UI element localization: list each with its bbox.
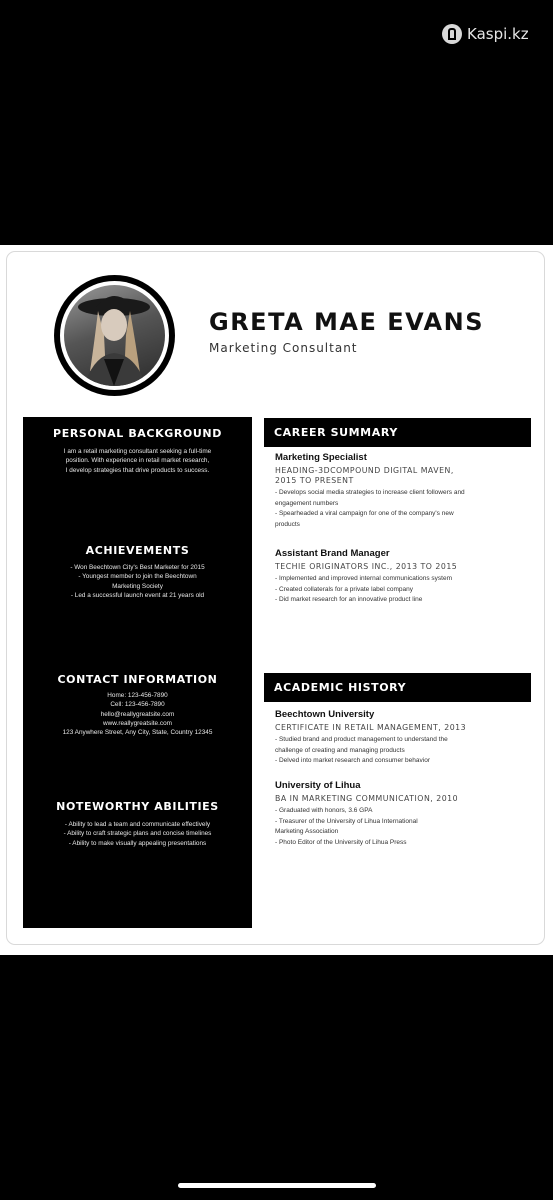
job-date: 2015 TO PRESENT (275, 476, 354, 485)
school-entry (275, 709, 530, 767)
left-sidebar (23, 417, 252, 928)
kaspi-watermark (442, 24, 529, 44)
resume-title: Marketing Consultant (209, 341, 358, 355)
school-degree: BA IN MARKETING COMMUNICATION, 2010 (275, 794, 459, 803)
personal-text: I am a retail marketing consultant seeking a full-time position. With experience in retail market research, I develop strategies that drive products to success. (63, 448, 212, 474)
academic-history-heading: ACADEMIC HISTORY (264, 673, 531, 702)
school-name: Beechtown University (275, 709, 375, 720)
school-entry (275, 780, 530, 848)
career-summary-heading: CAREER SUMMARY (264, 418, 531, 447)
profile-photo (64, 285, 165, 386)
home-indicator[interactable] (178, 1183, 376, 1188)
contact-heading: CONTACT INFORMATION (57, 673, 218, 686)
abilities-text: - Ability to lead a team and communicate effectively - Ability to craft strategic plans and concise timelines - Ability to make visually appealing presentations (63, 821, 212, 847)
school-bullets: - Studied brand and product management to understand the challenge of creating and managing products - Delved into market research and consumer behavior (275, 736, 448, 764)
achievements-text: - Won Beechtown City's Best Marketer for 2015 - Youngest member to join the Beechtown Marketing Society - Led a successful launch event at 21 years old (70, 564, 205, 599)
watermark-text: Kaspi.kz (467, 25, 529, 43)
school-name: University of Lihua (275, 780, 361, 791)
personal-heading: PERSONAL BACKGROUND (53, 427, 222, 440)
resume-name: GRETA MAE EVANS (209, 308, 485, 336)
contact-text: Home: 123-456-7890 Cell: 123-456-7890 hello@reallygreatsite.com www.reallygreatsite.com 123 Anywhere Street, Any City, State, Country 12345 (62, 692, 213, 737)
job-bullets: - Implemented and improved internal communications system - Created collaterals for a private label company - Did market research for an innovative product line (275, 575, 453, 603)
achievements-heading: ACHIEVEMENTS (85, 544, 190, 557)
school-degree: CERTIFICATE IN RETAIL MANAGEMENT, 2013 (275, 723, 467, 732)
job-entry (275, 452, 530, 530)
job-role: Marketing Specialist (275, 452, 367, 463)
abilities-heading: NOTEWORTHY ABILITIES (56, 800, 219, 813)
profile-photo-frame (54, 275, 175, 396)
job-role: Assistant Brand Manager (275, 548, 390, 559)
job-bullets: - Develops social media strategies to increase client followers and engagement numbers - Spearheaded a viral campaign for one of the company's new products (275, 489, 465, 528)
kaspi-logo-icon (442, 24, 462, 44)
job-org: TECHIE ORIGINATORS INC., 2013 TO 2015 (275, 562, 458, 571)
job-entry (275, 548, 530, 606)
school-bullets: - Graduated with honors, 3.6 GPA - Treasurer of the University of Lihua International Marketing Association - Photo Editor of the University of Lihua Press (275, 807, 418, 846)
job-org: HEADING-3DCOMPOUND DIGITAL MAVEN, (275, 466, 454, 475)
